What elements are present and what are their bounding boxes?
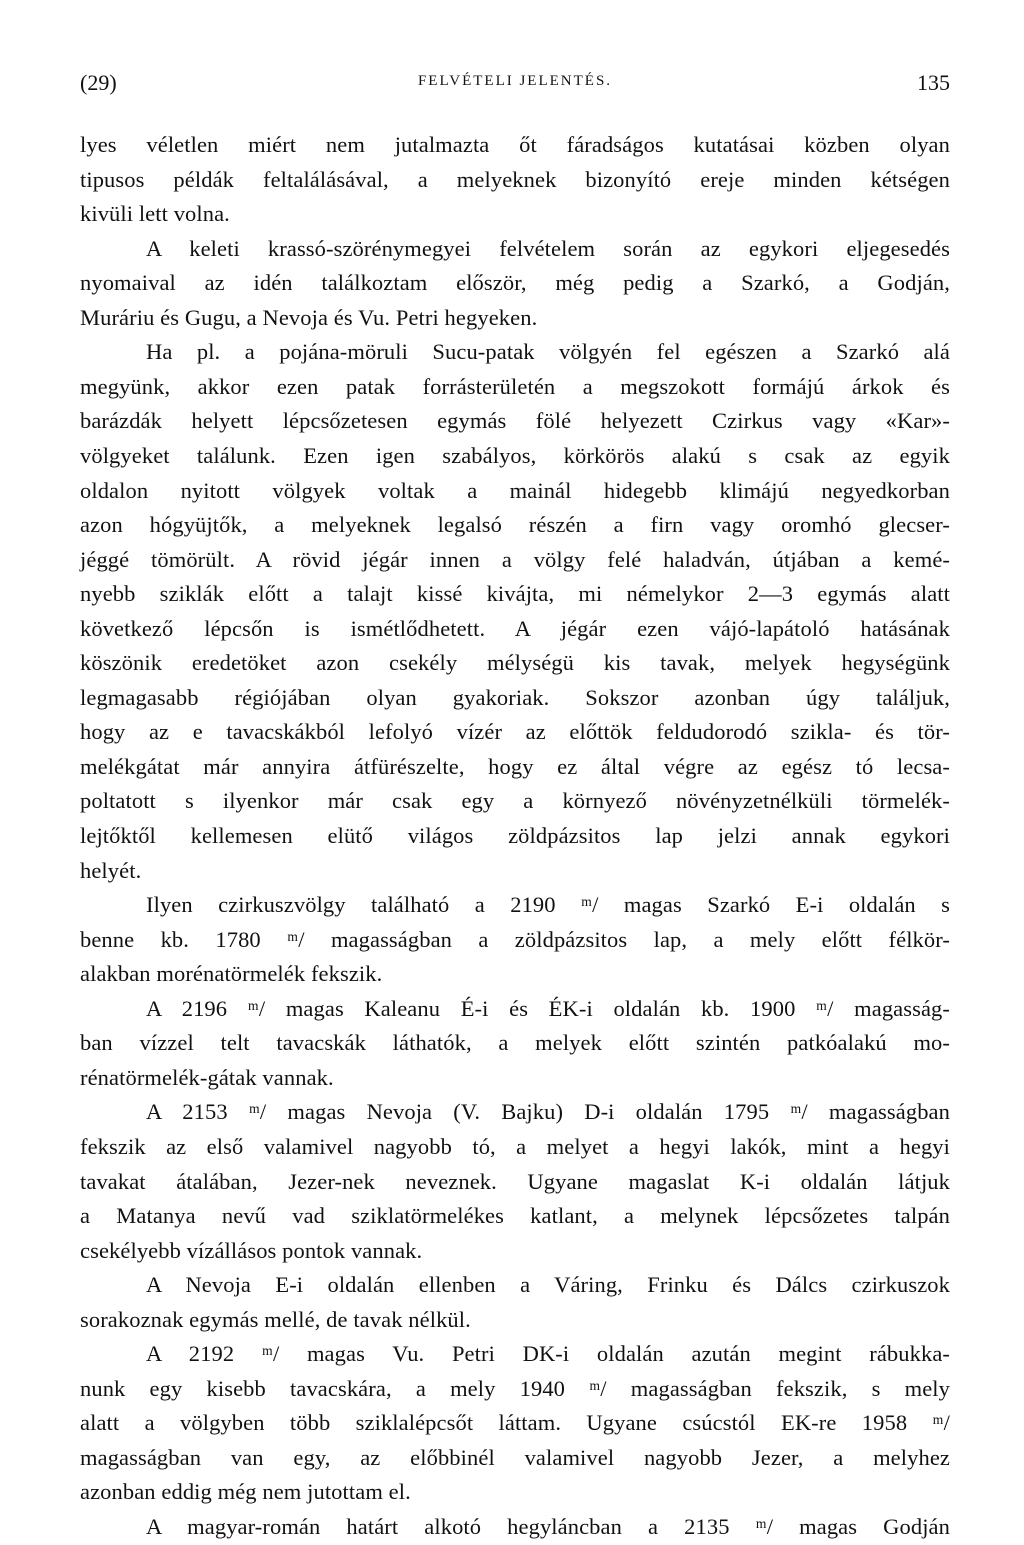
text-line: Ha pl. a pojána-möruli Sucu-patak völgyén fel egészen a Szarkó alá [146, 339, 950, 365]
section-number: (29) [80, 70, 117, 95]
text-line: poltatott s ilyenkor már csak egy a környező növényzetnélküli törmelék- [80, 788, 950, 814]
text-line: A keleti krassó-szörénymegyei felvételem során az egykori eljegesedés [146, 235, 950, 261]
text-line: A magyar-román határt alkotó hegyláncban a 2135 ᵐ/ magas Godján [146, 1514, 950, 1539]
text-line: nyomaival az idén találkoztam először, még pedig a Szarkó, a Godján, [80, 270, 950, 296]
text-line: barázdák helyett lépcsőzetesen egymás fölé helyezett Czirkus vagy «Kar»- [80, 408, 950, 434]
page-header [80, 70, 950, 104]
text-line: következő lépcsőn is ismétlődhetett. A jégár ezen vájó-lapátoló hatásának [80, 615, 950, 641]
text-line: oldalon nyitott völgyek voltak a mainál hidegebb klimájú negyedkorban [80, 477, 950, 503]
text-line: köszönik eredetöket azon csekély mélységü kis tavak, melyek hegységünk [80, 650, 950, 676]
text-line: a Matanya nevű vad sziklatörmelékes katlant, a melynek lépcsőzetes talpán [80, 1203, 950, 1229]
text-line: sorakoznak egymás mellé, de tavak nélkül. [80, 1306, 471, 1332]
text-line: A 2192 ᵐ/ magas Vu. Petri DK-i oldalán azután megint rábukka- [146, 1341, 950, 1367]
text-line: magasságban van egy, az előbbinél valamivel nagyobb Jezer, a melyhez [80, 1444, 950, 1470]
text-line: benne kb. 1780 ᵐ/ magasságban a zöldpázsitos lap, a mely előtt félkör- [80, 926, 950, 952]
text-line: Ilyen czirkuszvölgy található a 2190 ᵐ/ magas Szarkó E-i oldalán s [146, 892, 950, 918]
text-line: lejtőktől kellemesen elütő világos zöldpázsitos lap jelzi annak egykori [80, 823, 950, 848]
text-line: tavakat átalában, Jezer-nek neveznek. Ugyane magaslat K-i oldalán látjuk [80, 1168, 950, 1194]
text-line: azon hógyüjtők, a melyeknek legalsó részén a firn vagy oromhó glecser- [80, 512, 950, 538]
page-number: 135 [917, 70, 950, 95]
text-line: megyünk, akkor ezen patak forrásterületén a megszokott formájú árkok és [80, 373, 950, 399]
text-line: kivüli lett volna. [80, 201, 230, 227]
text-line: A Nevoja E-i oldalán ellenben a Váring, Frinku és Dálcs czirkuszok [146, 1272, 950, 1298]
text-line: A 2196 ᵐ/ magas Kaleanu É-i és ÉK-i oldalán kb. 1900 ᵐ/ magasság- [146, 995, 950, 1021]
text-line: legmagasabb régiójában olyan gyakoriak. Sokszor azonban úgy találjuk, [80, 684, 950, 710]
running-title: FELVÉTELI JELENTÉS. [417, 73, 613, 89]
text-line: azonban eddig még nem jutottam el. [80, 1479, 411, 1505]
text-line: nunk egy kisebb tavacskára, a mely 1940 ᵐ/ magasságban fekszik, s mely [80, 1375, 950, 1401]
text-line: rénatörmelék-gátak vannak. [80, 1064, 334, 1090]
text-line: Muráriu és Gugu, a Nevoja és Vu. Petri hegyeken. [80, 304, 538, 330]
text-line: tipusos példák feltalálásával, a melyeknek bizonyító ereje minden kétségen [80, 166, 950, 192]
text-line: nyebb sziklák előtt a talajt kissé kivájta, mi némelykor 2—3 egymás alatt [80, 581, 950, 607]
text-line: lyes véletlen miért nem jutalmazta őt fáradságos kutatásai közben olyan [80, 132, 950, 157]
text-line: alatt a völgyben több sziklalépcsőt láttam. Ugyane csúcstól EK-re 1958 ᵐ/ [80, 1410, 950, 1436]
text-line: jéggé tömörült. A rövid jégár innen a völgy felé haladván, útjában a kemé- [80, 546, 950, 572]
text-line: melékgátat már annyira átfürészelte, hogy ez által végre az egész tó lecsa- [80, 753, 950, 779]
text-line: hogy az e tavacskákból lefolyó vízér az előttök feldudorodó szikla- és tör- [80, 719, 950, 745]
text-line: A 2153 ᵐ/ magas Nevoja (V. Bajku) D-i oldalán 1795 ᵐ/ magasságban [146, 1099, 950, 1125]
text-line: helyét. [80, 857, 142, 883]
text-line: völgyeket találunk. Ezen igen szabályos, körkörös alakú s csak az egyik [80, 442, 950, 468]
text-line: alakban morénatörmelék fekszik. [80, 961, 383, 987]
text-line: csekélyebb vízállásos pontok vannak. [80, 1237, 423, 1263]
text-line: ban vízzel telt tavacskák láthatók, a melyek előtt szintén patkóalakú mo- [80, 1030, 950, 1056]
text-line: fekszik az első valamivel nagyobb tó, a melyet a hegyi lakók, mint a hegyi [80, 1133, 950, 1159]
